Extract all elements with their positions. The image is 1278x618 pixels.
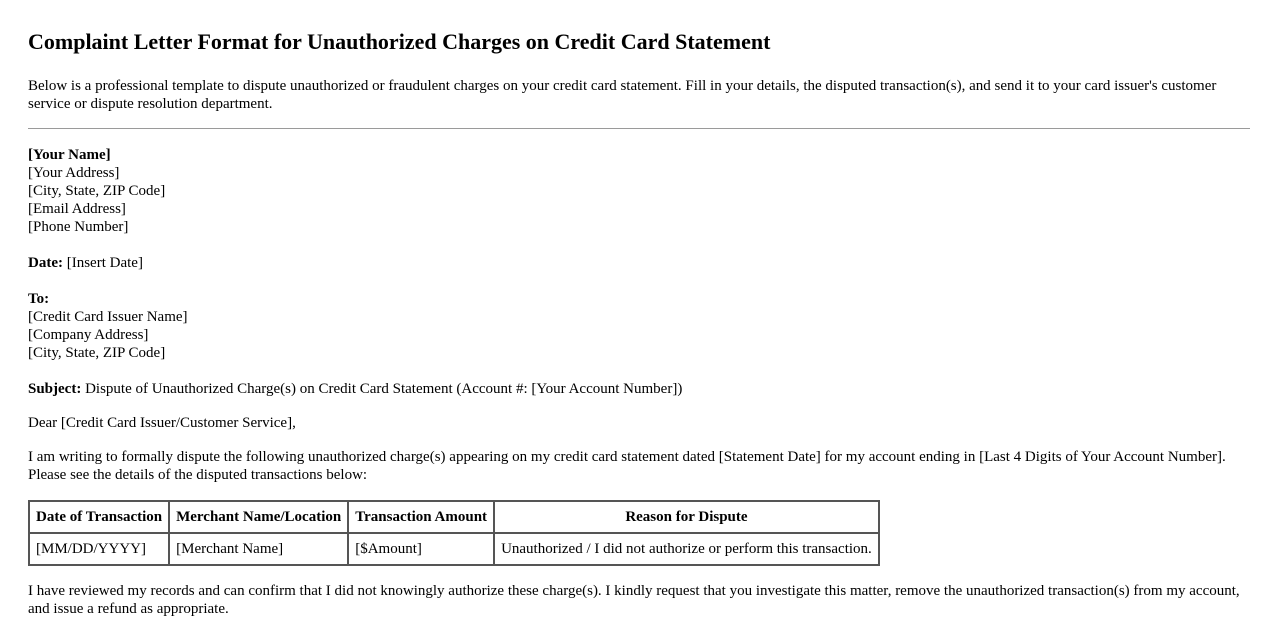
subject-value: Dispute of Unauthorized Charge(s) on Credit Card Statement (Account #: [Your Account Number]) [81, 381, 683, 397]
recipient-city: [City, State, ZIP Code] [28, 345, 166, 361]
table-row [29, 533, 879, 565]
salutation: Dear [Credit Card Issuer/Customer Service], [28, 415, 296, 431]
intro-paragraph: Below is a professional template to dispute unauthorized or fraudulent charges on your credit card statement. Fill in your details, the disputed transaction(s), and send it to your card issuer's customer service or dispute resolution department. [28, 78, 1217, 112]
sender-block [28, 146, 1250, 236]
table-header-row [29, 501, 879, 533]
date-value: [Insert Date] [62, 255, 143, 271]
header-merchant: Merchant Name/Location [169, 501, 348, 533]
sender-name: [Your Name] [28, 147, 111, 163]
closing-paragraph: I have reviewed my records and can confirm that I did not knowingly authorize these charge(s). I kindly request that you investigate this matter, remove the unauthorized transaction(s) from my account, and issue a refund as appropriate. [28, 583, 1240, 617]
page-title: Complaint Letter Format for Unauthorized Charges on Credit Card Statement [28, 29, 771, 54]
cell-merchant: [Merchant Name] [169, 533, 348, 565]
recipient-issuer: [Credit Card Issuer Name] [28, 309, 188, 325]
recipient-block [28, 290, 1250, 362]
date-label: Date: [28, 255, 63, 271]
cell-reason: Unauthorized / I did not authorize or perform this transaction. [494, 533, 879, 565]
sender-phone: [Phone Number] [28, 219, 129, 235]
cell-amount: [$Amount] [348, 533, 494, 565]
disputed-transactions-table [28, 500, 880, 566]
body-paragraph: I am writing to formally dispute the following unauthorized charge(s) appearing on my credit card statement dated [Statement Date] for my account ending in [Last 4 Digits of Your Account Number]. Please see the details of the disputed transactions below: [28, 449, 1226, 483]
recipient-address: [Company Address] [28, 327, 149, 343]
recipient-label: To: [28, 291, 50, 307]
header-amount: Transaction Amount [348, 501, 494, 533]
divider [28, 128, 1250, 129]
sender-email: [Email Address] [28, 201, 126, 217]
sender-city: [City, State, ZIP Code] [28, 183, 166, 199]
header-reason: Reason for Dispute [494, 501, 879, 533]
subject-label: Subject: [28, 381, 82, 397]
sender-address: [Your Address] [28, 165, 120, 181]
subject-line [28, 380, 1250, 398]
header-date: Date of Transaction [29, 501, 169, 533]
date-line [28, 254, 1250, 272]
cell-date: [MM/DD/YYYY] [29, 533, 169, 565]
